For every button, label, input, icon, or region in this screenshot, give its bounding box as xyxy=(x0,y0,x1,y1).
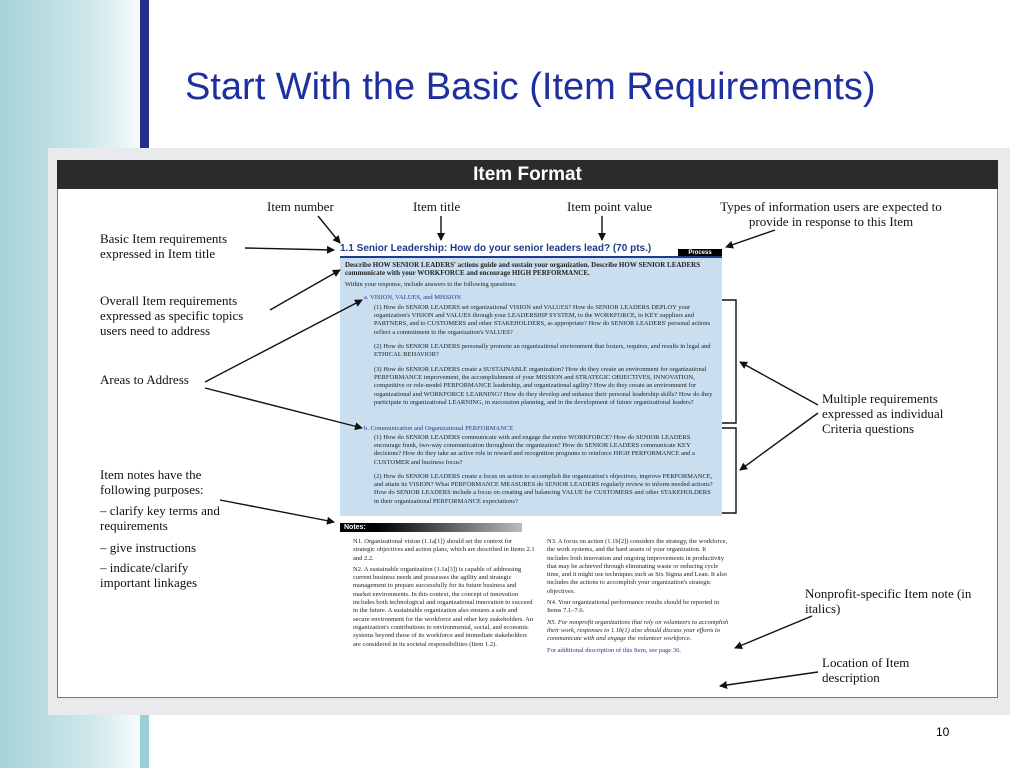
label-location-description: Location of Item description xyxy=(822,655,910,685)
label-item-number: Item number xyxy=(267,199,334,214)
arrow-location xyxy=(720,672,818,686)
note-n3: N3. A focus on action (1.1b[2]) considers the strategy, the workforce, the work systems, and the hard assets of your organization. It includes both innovation and ongoing improvements in productivity that may be achieved through eliminating waste or reducing cycle time, and it might use techniques such as Six Sigma and Lean. It also includes the actions to accomplish your organization's strategic objectives. xyxy=(547,538,728,595)
label-overall-requirements: Overall Item requirements expressed as specific topics users need to address xyxy=(100,293,244,338)
label-item-point-value: Item point value xyxy=(567,199,653,214)
question-a1: (1) How do SENIOR LEADERS set organizational VISION and VALUES? How do SENIOR LEADERS DEPLOY your organization's VISION and VALUES through your LEADERSHIP SYSTEM, to the WORKFORCE, to KEY suppliers and PARTNERS, and to CUSTOMERS and other STAKEHOLDERS, as appropriate? How do SENIOR LEADERS' personal actions reflect a commitment to the organization's VALUES? xyxy=(374,304,711,336)
note-n1: N1. Organizational vision (1.1a[1]) should set the context for strategic objectives and action plans, which are described in Items 2.1 and 2.2. xyxy=(353,538,535,562)
question-b2: (2) How do SENIOR LEADERS create a focus on action to accomplish the organization's objectives, improve PERFORMANCE, and attain its VISION? What PERFORMANCE MEASURES do SENIOR LEADERS regularly review to inform needed actions? How do SENIOR LEADERS include a focus on creating and balancing VALUE for CUSTOMERS and other STAKEHOLDERS in their organizational PERFORMANCE expectations? xyxy=(374,473,713,505)
item-within-response: Within your response, include answers to the following questions: xyxy=(345,281,517,288)
label-types-info: Types of information users are expected to provide in response to this Item xyxy=(720,199,942,229)
arrow-multiple-lower xyxy=(740,413,818,470)
page-number: 10 xyxy=(936,725,950,739)
arrow-item-number xyxy=(318,216,340,243)
label-bullet-linkages: – indicate/clarify important linkages xyxy=(100,560,198,590)
arrow-basic-requirements xyxy=(245,248,334,250)
arrow-types-info xyxy=(726,230,775,247)
label-bullet-clarify: – clarify key terms and requirements xyxy=(100,503,220,533)
process-tag: Process xyxy=(678,249,722,257)
label-notes-purposes: Item notes have the following purposes: xyxy=(100,467,204,497)
question-a2: (2) How do SENIOR LEADERS personally promote an organizational environment that fosters, requires, and results in legal and ETHICAL BEHAVIOR? xyxy=(374,343,711,359)
bracket-area-a xyxy=(722,300,736,423)
question-b1: (1) How do SENIOR LEADERS communicate with and engage the entire WORKFORCE? How do SENIOR LEADERS encourage frank, two-way communication throughout the organization? How do SENIOR LEADERS communicate KEY decisions? How do they take an active role in reward and recognition programs to reinforce HIGH PERFORMANCE and a CUSTOMER and business focus? xyxy=(374,434,695,466)
notes-header: Notes: xyxy=(340,523,522,532)
item-title: 1.1 Senior Leadership: How do your senior leaders lead? (70 pts.) xyxy=(340,243,652,254)
slide-title: Start With the Basic (Item Requirements) xyxy=(185,66,876,108)
arrow-overall-requirements xyxy=(270,270,340,310)
label-nonprofit-note: Nonprofit-specific Item note (in italics) xyxy=(805,586,972,616)
note-n5: N5. For nonprofit organizations that rely on volunteers to accomplish their work, responses to 1.1b(1) also should discuss your efforts to communicate with and engage the volunteer workforce. xyxy=(547,618,729,643)
label-basic-requirements: Basic Item requirements expressed in Item title xyxy=(100,231,228,261)
note-n4: N4. Your organizational performance results should be reported in Items 7.1–7.6. xyxy=(547,599,720,615)
arrow-notes xyxy=(220,500,334,522)
item-overall-requirement: Describe HOW SENIOR LEADERS' actions guide and sustain your organization. Describe HOW SENIOR LEADERS communicate with your WORKFORCE and encourage HIGH PERFORMANCE. xyxy=(345,261,701,278)
note-more: For additional description of this Item, see page 36. xyxy=(547,646,681,654)
arrow-area-a xyxy=(205,300,362,382)
area-a-heading: a. VISION, VALUES, and MISSION xyxy=(364,294,461,301)
area-b-heading: b. Communication and Organizational PERFORMANCE xyxy=(364,425,514,432)
arrow-multiple-upper xyxy=(740,362,818,405)
arrow-area-b xyxy=(205,388,362,428)
arrow-nonprofit xyxy=(735,616,812,648)
question-a3: (3) How do SENIOR LEADERS create a SUSTAINABLE organization? How do they create an environment for organizational PERFORMANCE improvement, the accomplishment of your MISSION and STRATEGIC OBJECTIVES, INNOVATION, competitive or role-model PERFORMANCE leadership, and organizational agility? How do they create an environment for organizational and WORKFORCE LEARNING? How do they develop and enhance their personal leadership skills? How do they participate in organizational LEARNING, in succession planning, and in the development of future organizational leaders? xyxy=(374,366,713,406)
label-item-title: Item title xyxy=(413,199,461,214)
bracket-area-b xyxy=(722,428,736,513)
label-areas-to-address: Areas to Address xyxy=(100,372,189,387)
figure-header: Item Format xyxy=(57,160,998,189)
label-multiple-requirements: Multiple requirements expressed as individual Criteria questions xyxy=(822,391,944,436)
label-bullet-instructions: – give instructions xyxy=(100,540,197,555)
note-n2: N2. A sustainable organization (1.1a[3]) is capable of addressing current business needs and possesses the agility and strategic management to prepare successfully for its future business and market environments. In this context, the concept of innovation includes both technological and organizational innovation to succeed in the future. A sustainable organization also ensures a safe and secure environment for the workforce and other key stakeholders. An organization's contributions to environmental, social, and economic systems beyond those of its workforce and immediate stakeholders are considered in its societal responsibilities (Item 1.2). xyxy=(353,565,534,648)
